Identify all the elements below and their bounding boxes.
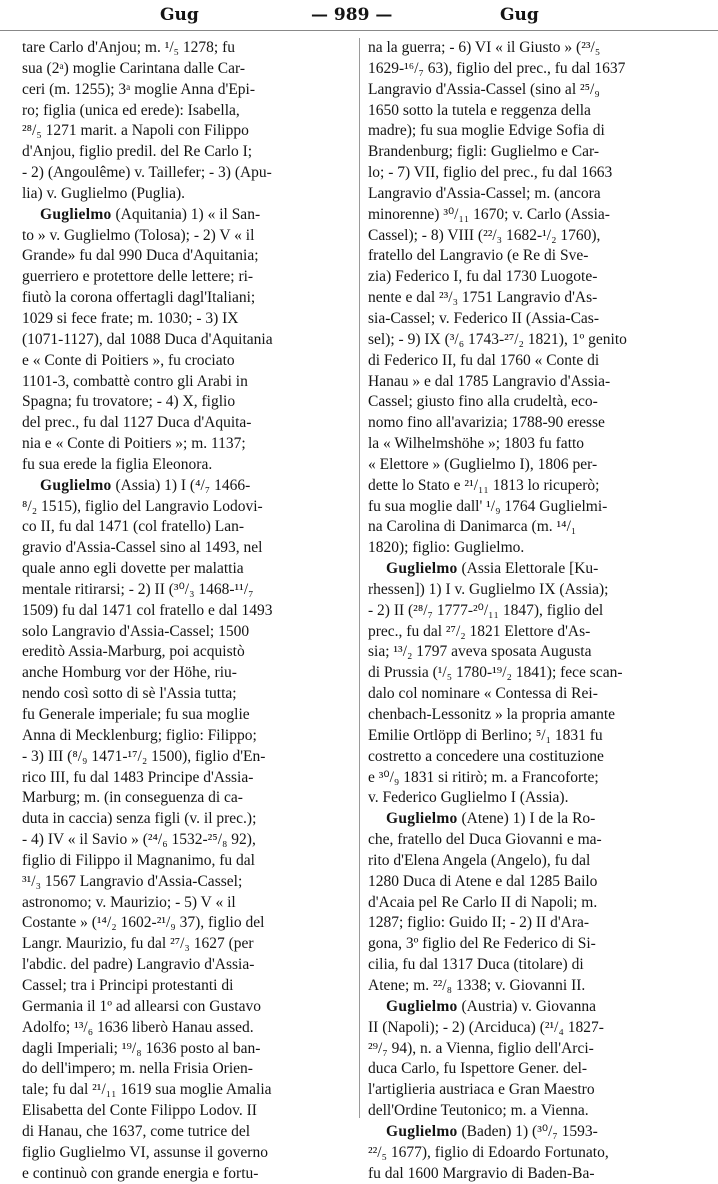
- text-line: 1029 si fece frate; m. 1030; - 3) IX: [22, 309, 239, 327]
- text-line: prec., fu dal ²⁷/₂ 1821 Elettore d'As-: [368, 622, 591, 640]
- text-line: do dell'impero; m. nella Frisia Orien-: [22, 1060, 253, 1078]
- text-line: dell'Ordine Teutonico; m. a Vienna.: [368, 1102, 589, 1120]
- entry-first-line: [368, 997, 706, 1018]
- text-line: 1280 Duca di Atene e dal 1285 Bailo: [368, 872, 598, 890]
- text-line: II (Napoli); - 2) (Arciduca) (²¹/₄ 1827-: [368, 1018, 604, 1036]
- text-line: na la guerra; - 6) VI « il Giusto » (²³/₅: [368, 39, 601, 56]
- text-line: gona, 3º figlio del Re Federico di Si-: [368, 935, 596, 953]
- text-line: dalo col nominare « Contessa di Rei-: [368, 685, 598, 703]
- entry-line-text: (Atene) 1) I de la Ro-: [457, 810, 596, 828]
- entry-first-line: [22, 476, 360, 497]
- text-line: Adolfo; ¹³/₆ 1636 liberò Hanau assed.: [22, 1018, 254, 1036]
- text-line: Emilie Ortlöpp di Berlino; ⁵/₁ 1831 fu: [368, 726, 603, 744]
- text-line: sia; ¹³/₂ 1797 aveva sposata Augusta: [368, 643, 592, 661]
- text-line: Elisabetta del Conte Filippo Lodov. II: [22, 1102, 257, 1120]
- text-line: e « Conte di Poitiers », fu crociato: [22, 351, 235, 369]
- text-line: - 2) II (²⁸/₇ 1777-²⁰/₁₁ 1847), figlio del: [368, 601, 604, 619]
- text-line: Cassel); - 8) VIII (²²/₃ 1682-¹/₂ 1760),: [368, 226, 601, 244]
- text-line: di Federico II, fu dal 1760 « Conte di: [368, 351, 600, 369]
- text-line: ²⁹/₇ 94), n. a Vienna, figlio dell'Arci-: [368, 1039, 594, 1057]
- text-line: nente e dal ²³/₃ 1751 Langravio d'As-: [368, 289, 598, 307]
- text-line: nendo così sotto di sè l'Assia tutta;: [22, 685, 237, 703]
- text-line: ²⁸/₅ 1271 marit. a Napoli con Filippo: [22, 122, 249, 140]
- text-line: e continuò con grande energia e fortu-: [22, 1164, 259, 1182]
- text-line: - 4) IV « il Savio » (²⁴/₆ 1532-²⁵/₈ 92),: [22, 831, 256, 849]
- text-line: Hanau » e dal 1785 Langravio d'Assia-: [368, 372, 611, 390]
- text-line: Cassel; tra i Principi protestanti di: [22, 976, 234, 994]
- text-line: Grande» fu dal 990 Duca d'Aquitania;: [22, 247, 259, 265]
- text-line: ro; figlia (unica ed erede): Isabella,: [22, 101, 240, 119]
- text-line: e ³⁰/₉ 1831 si ritirò; m. a Francoforte;: [368, 768, 599, 786]
- text-line: rito d'Elena Angela (Angelo), fu dal: [368, 851, 591, 869]
- text-line: l'artiglieria austriaca e Gran Maestro: [368, 1081, 595, 1099]
- text-line: Spagna; fu trovatore; - 4) X, figlio: [22, 393, 236, 411]
- text-line: gravio d'Assia-Cassel sino al 1493, nel: [22, 539, 263, 557]
- text-line: na Carolina di Danimarca (m. ¹⁴/₁: [368, 518, 577, 536]
- entry-first-line: [22, 205, 360, 226]
- text-line: Langravio d'Assia-Cassel (sino al ²⁵/₉: [368, 80, 600, 98]
- text-line: mentale ritirarsi; - 2) II (³⁰/₃ 1468-¹¹/₇: [22, 580, 254, 598]
- text-line: sia-Cassel; v. Federico II (Assia-Cas-: [368, 309, 600, 327]
- entry-first-line: [368, 559, 706, 580]
- text-line: fu dal 1600 Margravio di Baden-Ba-: [368, 1164, 595, 1182]
- text-line: madre); fu sua moglie Edvige Sofia di: [368, 122, 605, 140]
- text-line: duca Carlo, fu Ispettore Gener. del-: [368, 1060, 588, 1078]
- entry-headword: Guglielmo: [386, 810, 458, 828]
- text-line: nomo fino all'avarizia; 1788-90 eresse: [368, 414, 605, 432]
- text-line: rhessen]) 1) I v. Guglielmo IX (Assia);: [368, 580, 609, 598]
- text-line: lo; - 7) VII, figlio del prec., fu dal 1663: [368, 164, 613, 182]
- entry-line-text: (Assia Elettorale [Ku-: [457, 560, 599, 578]
- text-line: dette lo Stato e ²¹/₁₁ 1813 lo ricuperò;: [368, 476, 600, 494]
- text-line: fu sua erede la figlia Eleonora.: [22, 455, 213, 473]
- text-line: ⁸/₂ 1515), figlio del Langravio Lodovi-: [22, 497, 263, 515]
- text-line: Brandenburg; figli: Guglielmo e Car-: [368, 143, 599, 161]
- text-line: quale anno egli dovette per malattia: [22, 560, 244, 578]
- text-line: ³¹/₃ 1567 Langravio d'Assia-Cassel;: [22, 872, 243, 890]
- text-line: la « Wilhelmshöhe »; 1803 fu fatto: [368, 435, 585, 453]
- entry-headword: Guglielmo: [40, 205, 112, 223]
- text-line: 1820); figlio: Guglielmo.: [368, 539, 525, 557]
- text-line: ereditò Assia-Marburg, poi acquistò: [22, 643, 245, 661]
- text-line: dagli Imperiali; ¹⁹/₈ 1636 posto al ban-: [22, 1039, 261, 1057]
- text-line: tare Carlo d'Anjou; m. ¹/₅ 1278; fu: [22, 39, 236, 56]
- text-line: fratello del Langravio (e Re di Sve-: [368, 247, 589, 265]
- text-line: che, fratello del Duca Giovanni e ma-: [368, 831, 602, 849]
- text-line: - 2) (Angoulême) v. Taillefer; - 3) (Apu-: [22, 164, 272, 182]
- text-line: figlio di Filippo il Magnanimo, fu dal: [22, 851, 255, 869]
- text-line: 1509) fu dal 1471 col fratello e dal 1493: [22, 601, 273, 619]
- text-line: 1101-3, combattè contro gli Arabi in: [22, 372, 248, 390]
- entry-first-line: [368, 809, 706, 830]
- text-line: Marburg; m. (in conseguenza di ca-: [22, 789, 243, 807]
- page-number: — 989 —: [311, 5, 393, 25]
- text-line: anche Homburg vor der Höhe, riu-: [22, 664, 237, 682]
- text-line: rico III, fu dal 1483 Principe d'Assia-: [22, 768, 254, 786]
- entry-headword: Guglielmo: [386, 560, 458, 578]
- entry-line-text: (Assia) 1) I (⁴/₇ 1466-: [111, 476, 251, 494]
- header-left-keyword: Gug: [160, 5, 199, 25]
- column-divider: [359, 38, 360, 1118]
- text-line: Atene; m. ²²/₈ 1338; v. Giovanni II.: [368, 976, 586, 994]
- text-line: fu sua moglie dall' ¹/₉ 1764 Guglielmi-: [368, 497, 608, 515]
- entry-headword: Guglielmo: [386, 997, 458, 1015]
- text-line: 1650 sotto la tutela e reggenza della: [368, 101, 591, 119]
- entry-headword: Guglielmo: [40, 476, 112, 494]
- text-line: astronomo; v. Maurizio; - 5) V « il: [22, 893, 236, 911]
- text-line: 1287; figlio: Guido II; - 2) II d'Ara-: [368, 914, 590, 932]
- text-line: (1071-1127), dal 1088 Duca d'Aquitania: [22, 330, 273, 348]
- text-line: Anna di Mecklenburg; figlio: Filippo;: [22, 726, 257, 744]
- header-right-keyword: Gug: [500, 5, 539, 25]
- text-line: figlio Guglielmo VI, assunse il governo: [22, 1143, 268, 1161]
- text-line: fiutò la corona offertagli dagl'Italiani;: [22, 289, 256, 307]
- right-column: [368, 38, 706, 1184]
- text-line: 1629-¹⁶/₇ 63), figlio del prec., fu dal 1637: [368, 59, 626, 77]
- text-line: cilia, fu dal 1317 Duca (titolare) di: [368, 956, 584, 974]
- text-line: « Elettore » (Guglielmo I), 1806 per-: [368, 455, 598, 473]
- text-line: fu Generale imperiale; fu sua moglie: [22, 706, 250, 723]
- text-line: nia e « Conte di Poitiers »; m. 1137;: [22, 435, 246, 453]
- text-line: zia) Federico I, fu dal 1730 Luogote-: [368, 268, 598, 286]
- text-line: d'Anjou, figlio predil. del Re Carlo I;: [22, 143, 253, 161]
- text-line: chenbach-Lessonitz » la propria amante: [368, 706, 616, 723]
- page-header: [0, 2, 718, 31]
- entry-first-line: [368, 1122, 706, 1143]
- entry-headword: Guglielmo: [386, 1122, 458, 1140]
- text-line: duta in caccia) senza figli (v. il prec.);: [22, 810, 257, 828]
- text-line: minorenne) ³⁰/₁₁ 1670; v. Carlo (Assia-: [368, 205, 610, 223]
- text-line: Langr. Maurizio, fu dal ²⁷/₃ 1627 (per: [22, 935, 254, 953]
- text-line: - 3) III (⁸/₉ 1471-¹⁷/₂ 1500), figlio d'En-: [22, 747, 266, 765]
- text-line: solo Langravio d'Assia-Cassel; 1500: [22, 622, 250, 640]
- text-line: sel); - 9) IX (³/₆ 1743-²⁷/₂ 1821), 1º genito: [368, 330, 627, 348]
- left-column: [22, 38, 360, 1184]
- text-line: l'abdic. del padre) Langravio d'Assia-: [22, 956, 255, 974]
- text-line: co II, fu dal 1471 (col fratello) Lan-: [22, 518, 245, 536]
- text-line: to » v. Guglielmo (Tolosa); - 2) V « il: [22, 226, 255, 244]
- entry-line-text: (Baden) 1) (³⁰/₇ 1593-: [457, 1122, 598, 1140]
- text-line: del prec., fu dal 1127 Duca d'Aquita-: [22, 414, 252, 432]
- text-line: Germania il 1º ad allearsi con Gustavo: [22, 997, 261, 1015]
- text-line: v. Federico Guglielmo I (Assia).: [368, 789, 569, 807]
- text-line: di Prussia (¹/₅ 1780-¹⁹/₂ 1841); fece scan-: [368, 664, 623, 682]
- text-line: lia) v. Guglielmo (Puglia).: [22, 184, 186, 202]
- text-line: Cassel; giusto fino alla crudeltà, eco-: [368, 393, 598, 411]
- text-line: costretto a concedere una costituzione: [368, 747, 604, 765]
- text-line: tale; fu dal ²¹/₁₁ 1619 sua moglie Amalia: [22, 1081, 272, 1099]
- text-line: guerriero e protettore delle lettere; ri-: [22, 268, 254, 286]
- text-line: sua (2ᵃ) moglie Carintana dalle Car-: [22, 59, 246, 77]
- text-line: d'Acaia pel Re Carlo II di Napoli; m.: [368, 893, 598, 911]
- entry-line-text: (Austria) v. Giovanna: [457, 997, 597, 1015]
- text-line: ceri (m. 1255); 3ᵃ moglie Anna d'Epi-: [22, 80, 256, 98]
- entry-line-text: (Aquitania) 1) « il San-: [111, 205, 261, 223]
- text-line: ²²/₅ 1677), figlio di Edoardo Fortunato,: [368, 1143, 609, 1161]
- text-line: di Hanau, che 1637, come tutrice del: [22, 1122, 251, 1140]
- text-line: Costante » (¹⁴/₂ 1602-²¹/₉ 37), figlio del: [22, 914, 265, 932]
- text-line: Langravio d'Assia-Cassel; m. (ancora: [368, 184, 601, 202]
